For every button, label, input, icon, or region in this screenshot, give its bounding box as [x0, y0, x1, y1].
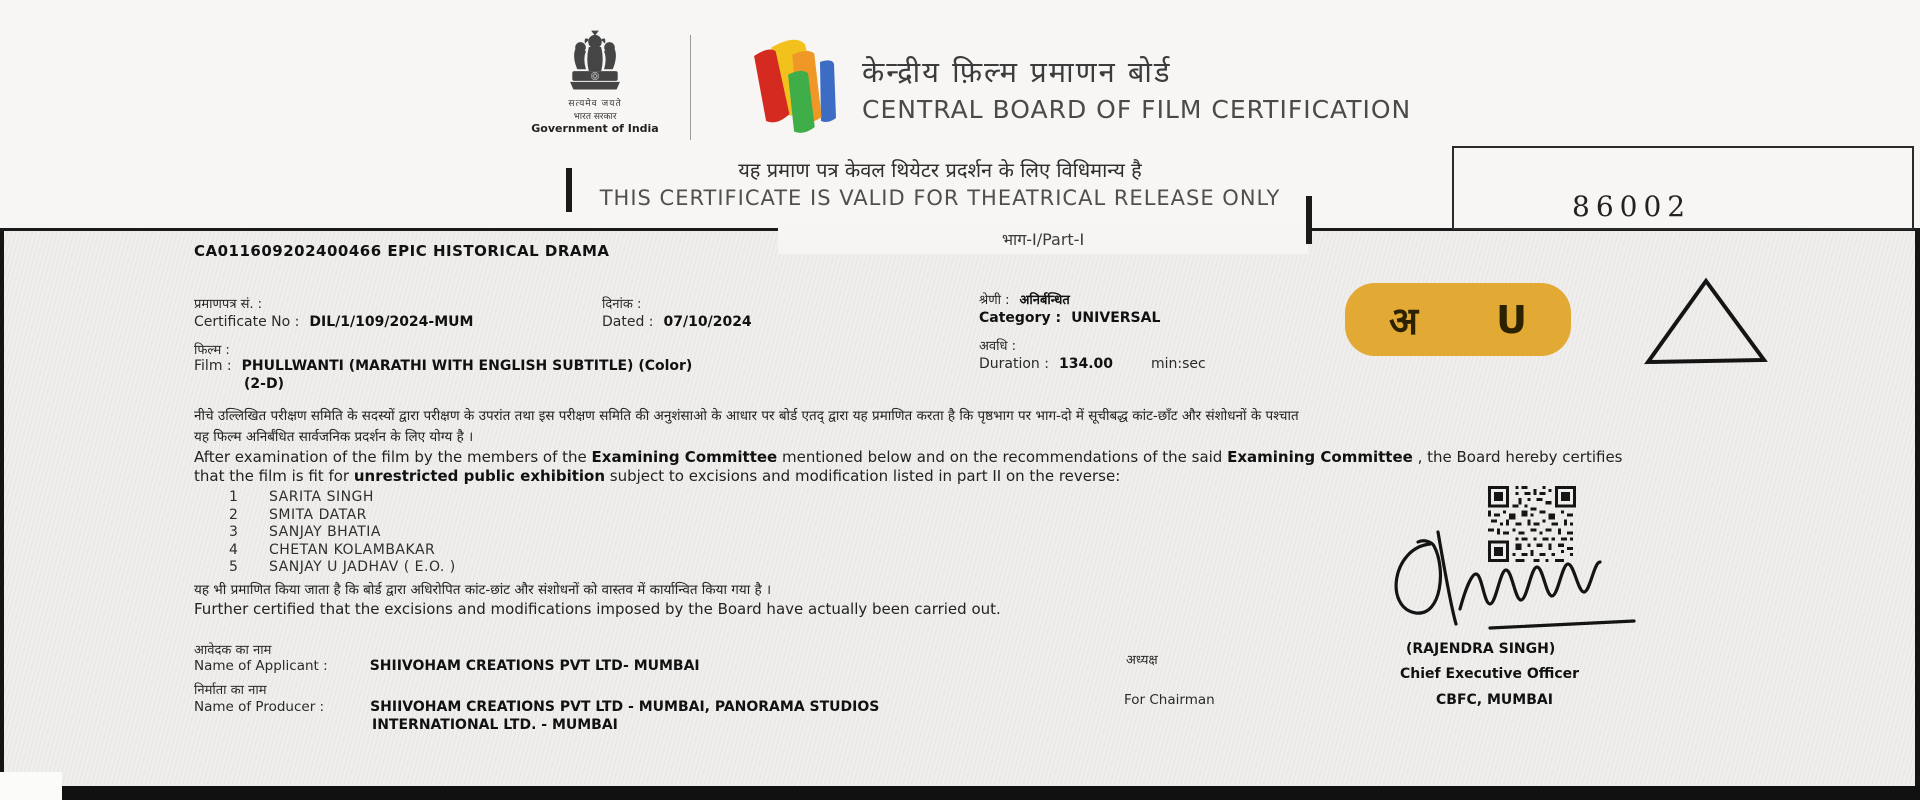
- certification-para-english-line2: that the film is fit for unrestricted public exhibition subject to excisions and modification listed in part II on the reverse:: [194, 467, 1121, 485]
- producer-value-line1: SHIIVOHAM CREATIONS PVT LTD - MUMBAI, PANORAMA STUDIOS: [370, 699, 880, 715]
- rating-badge: [1345, 283, 1571, 356]
- dated-label-english: Dated :: [602, 314, 654, 330]
- banner-right-tick: [1306, 196, 1312, 244]
- committee-member-row: 1 SARITA SINGH: [229, 489, 374, 505]
- category-value-english: UNIVERSAL: [1071, 310, 1161, 326]
- certification-para-hindi-line2: यह फिल्म अनिर्बंधित सार्वजनिक प्रदर्शन के लिए योग्य है ।: [194, 429, 474, 445]
- film-value: PHULLWANTI (MARATHI WITH ENGLISH SUBTITLE) (Color): [241, 358, 693, 374]
- applicant-label-hindi: आवेदक का नाम: [194, 643, 272, 658]
- cert-no-label-hindi: प्रमाणपत्र सं. :: [194, 297, 263, 312]
- producer-label-english: Name of Producer :: [194, 699, 325, 715]
- part-label-patch: [778, 224, 1308, 254]
- rating-letter-english: U: [1496, 297, 1527, 342]
- film-value-line2: (2-D): [244, 376, 284, 392]
- committee-member-row: 4 CHETAN KOLAMBAKAR: [229, 542, 436, 558]
- applicant-label-english: Name of Applicant :: [194, 658, 328, 674]
- chairman-label-hindi: अध्यक्ष: [1126, 653, 1158, 668]
- duration-value: 134.00: [1058, 356, 1114, 372]
- govt-of-india-block: [530, 30, 660, 135]
- bottom-scan-edge: [0, 786, 1920, 800]
- further-certified-hindi: यह भी प्रमाणित किया जाता है कि बोर्ड द्वारा अधिरोपित कांट-छांट और संशोधनों को वास्तव में कार्यान्वित किया गया है ।: [194, 582, 772, 598]
- serial-number: 86002: [1572, 190, 1692, 223]
- india-emblem-icon: [566, 30, 624, 94]
- duration-label-hindi: अवधि :: [979, 339, 1017, 354]
- government-of-india-label: Government of India: [531, 122, 659, 135]
- signature-mark: [1372, 512, 1712, 642]
- org-name-hindi: केन्द्रीय फ़िल्म प्रमाणन बोर्ड: [862, 55, 1172, 89]
- org-title-block: [862, 52, 1411, 124]
- signatory-org: CBFC, MUMBAI: [1436, 692, 1553, 708]
- validity-banner: [570, 156, 1310, 210]
- signatory-name: (RAJENDRA SINGH): [1406, 641, 1556, 657]
- certification-para-hindi-line1: नीचे उल्लिखित परीक्षण समिति के सदस्यों द्वारा परीक्षण के उपरांत तथा इस परीक्षण समिति की अनुशंसाओ के आधार पर बोर्ड एतद् द्वारा यह प्रमाणित करता है कि पृष्ठभाग पर भाग-दो में सूचीबद्ध कांट-छाँट और संशोधनों के पश्चात: [194, 408, 1299, 424]
- further-certified-english: Further certified that the excisions and modifications imposed by the Board have actually been carried out.: [194, 600, 1001, 618]
- category-label-hindi: श्रेणी :: [979, 293, 1010, 308]
- part-label: भाग-I/Part-I: [1001, 230, 1085, 249]
- emblem-motto: सत्यमेव जयते: [568, 99, 622, 109]
- producer-value-line2: INTERNATIONAL LTD. - MUMBAI: [372, 717, 618, 733]
- category-label-english: Category :: [979, 310, 1062, 326]
- duration-label-english: Duration :: [979, 356, 1049, 372]
- header-divider: [690, 35, 691, 140]
- rating-letter-hindi: अ: [1389, 298, 1419, 343]
- applicant-value: SHIIVOHAM CREATIONS PVT LTD- MUMBAI: [369, 658, 700, 674]
- producer-label-hindi: निर्माता का नाम: [194, 683, 267, 698]
- cert-no-value: DIL/1/109/2024-MUM: [309, 314, 474, 330]
- certification-para-english-line1: After examination of the film by the members of the Examining Committee mentioned below and on the recommendations of the said Examining Committee , the Board hereby certifies: [194, 448, 1623, 466]
- category-value-hindi: अनिर्बन्धित: [1019, 293, 1070, 308]
- reference-line: CA011609202400466 EPIC HISTORICAL DRAMA: [194, 242, 610, 260]
- film-label-hindi: फिल्म :: [194, 343, 230, 358]
- triangle-mark-icon: [1642, 276, 1772, 368]
- serial-number-box: [1452, 146, 1914, 230]
- duration-unit: min:sec: [1151, 356, 1206, 372]
- org-name-english: CENTRAL BOARD OF FILM CERTIFICATION: [862, 95, 1412, 124]
- dated-label-hindi: दिनांक :: [602, 297, 642, 312]
- certificate-body: [0, 228, 1920, 788]
- cert-no-label-english: Certificate No :: [194, 314, 300, 330]
- corner-notch: [0, 772, 62, 800]
- validity-text-hindi: यह प्रमाण पत्र केवल थियेटर प्रदर्शन के लिए विधिमान्य है: [738, 158, 1142, 182]
- validity-text-english: THIS CERTIFICATE IS VALID FOR THEATRICAL RELEASE ONLY: [599, 186, 1281, 210]
- dated-value: 07/10/2024: [663, 314, 752, 330]
- banner-left-tick: [566, 168, 572, 212]
- film-label-english: Film :: [194, 358, 232, 374]
- committee-member-row: 3 SANJAY BHATIA: [229, 524, 381, 540]
- chairman-label-english: For Chairman: [1124, 692, 1215, 708]
- committee-member-row: 5 SANJAY U JADHAV ( E.O. ): [229, 559, 456, 575]
- signatory-title: Chief Executive Officer: [1400, 666, 1580, 682]
- cbfc-logo-icon: [742, 32, 854, 144]
- committee-member-row: 2 SMITA DATAR: [229, 507, 367, 523]
- body-top-border-left: [0, 228, 778, 231]
- emblem-subtitle: भारत सरकार: [573, 112, 617, 122]
